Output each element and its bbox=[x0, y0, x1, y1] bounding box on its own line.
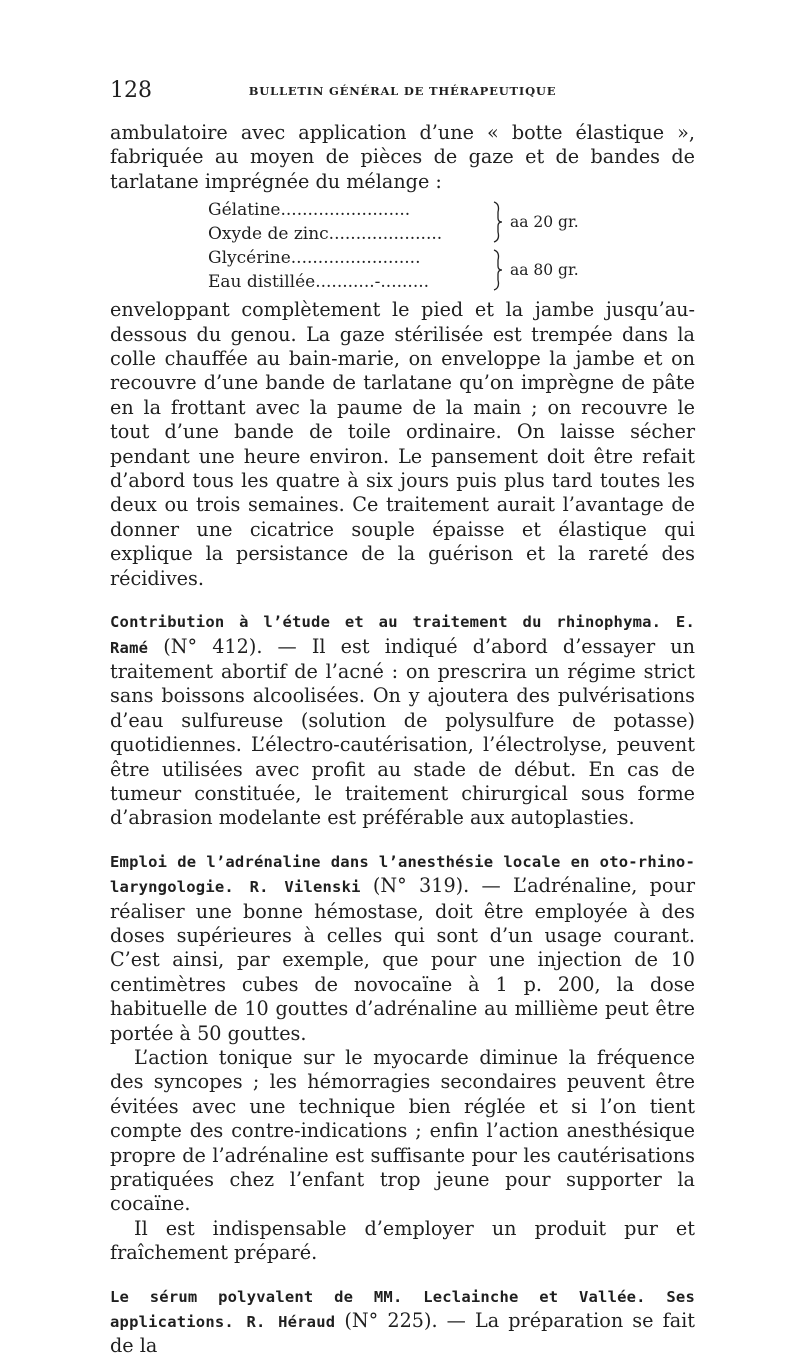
intro-paragraph: ambulatoire avec application d’une « botte élastique », fabriquée au moyen de pièces de gaze et de bandes de tarlatane imprégnée du mélange : bbox=[110, 121, 695, 193]
article-title: Le sérum polyvalent de MM. Leclainche et Vallée. Ses applications. R. Héraud bbox=[110, 1287, 695, 1332]
article-title: Contribution à l’étude et au traitement du rhinophyma. E. Ramé bbox=[110, 613, 695, 657]
article-adrenaline bbox=[110, 849, 695, 1046]
recipe-ingredient: Eau distillée...........-......... bbox=[208, 272, 430, 293]
recipe-quantity: aa 80 gr. bbox=[510, 261, 579, 280]
article-text: (N° 412). — Il est indiqué d’abord d’essayer un traitement abortif de l’acné : on prescrira un régime strict sans boissons alcoolisées. On y ajoutera des pulvérisations d’eau sulfureuse (solution de polysulfure de potasse) quotidiennes. L’électro-cautérisation, l’électrolyse, peuvent être utilisées avec profit au stade de début. En cas de tumeur constituée, le traitement chirurgical sous forme d’abrasion modelante est préférable aux autoplasties. bbox=[110, 634, 695, 830]
page-header bbox=[110, 78, 695, 108]
recipe-table bbox=[208, 198, 695, 294]
article-text: (N° 319). — L’adrénaline, pour réaliser une bonne hémostase, doit être employée à des doses supérieures à celles qui sont d’un usage courant. C’est ainsi, par exemple, que pour une injection de 10 centimètres cubes de novocaïne à 1 p. 200, la dose habituelle de 10 gouttes d’adrénaline au millième peut être portée à 50 gouttes. bbox=[110, 874, 695, 1045]
article-text: (N° 225). — La préparation se fait de la bbox=[110, 1309, 695, 1358]
recipe-ingredient: Gélatine........................ bbox=[208, 200, 411, 221]
continuation-paragraph: enveloppant complètement le pied et la jambe jusqu’au-dessous du genou. La gaze stérilisée est trempée dans la colle chauffée au bain-marie, on enveloppe la jambe et on recouvre d’une bande de tarlatane qu’on imprègne de pâte en la frottant avec la paume de la main ; on recouvre le tout d’une bande de toile ordinaire. On laisse sécher pendant une heure environ. Le pansement doit être refait d’abord tous les quatre à six jours puis plus tard toutes les deux ou trois semaines. Ce traitement aurait l’avantage de donner une cicatrice souple épaisse et élastique qui explique la persistance de la guérison et la rareté des récidives. bbox=[110, 298, 695, 590]
recipe-ingredient: Oxyde de zinc..................... bbox=[208, 224, 443, 245]
page-body bbox=[110, 121, 695, 1359]
article-paragraph: Il est indispensable d’employer un produit pur et fraîchement préparé. bbox=[110, 1216, 695, 1265]
page-number: 128 bbox=[110, 78, 152, 103]
running-title: BULLETIN GÉNÉRAL DE THÉRAPEUTIQUE bbox=[248, 84, 557, 98]
article-rhinophyma bbox=[110, 609, 695, 831]
recipe-ingredient: Glycérine........................ bbox=[208, 248, 421, 269]
brace-icon bbox=[492, 200, 504, 244]
brace-icon bbox=[492, 248, 504, 292]
article-serum bbox=[110, 1284, 695, 1359]
article-title: Emploi de l’adrénaline dans l’anesthésie locale en oto-rhino-laryngologie. R. Vilenski bbox=[110, 852, 695, 897]
article-paragraph: L’action tonique sur le myocarde diminue la fréquence des syncopes ; les hémorragies secondaires peuvent être évitées avec une technique bien réglée et si l’on tient compte des contre-indications ; enfin l’action anesthésique propre de l’adrénaline est suffisante pour les cautérisations pratiquées chez l’enfant trop jeune pour supporter la cocaïne. bbox=[110, 1046, 695, 1216]
recipe-quantity: aa 20 gr. bbox=[510, 213, 579, 232]
